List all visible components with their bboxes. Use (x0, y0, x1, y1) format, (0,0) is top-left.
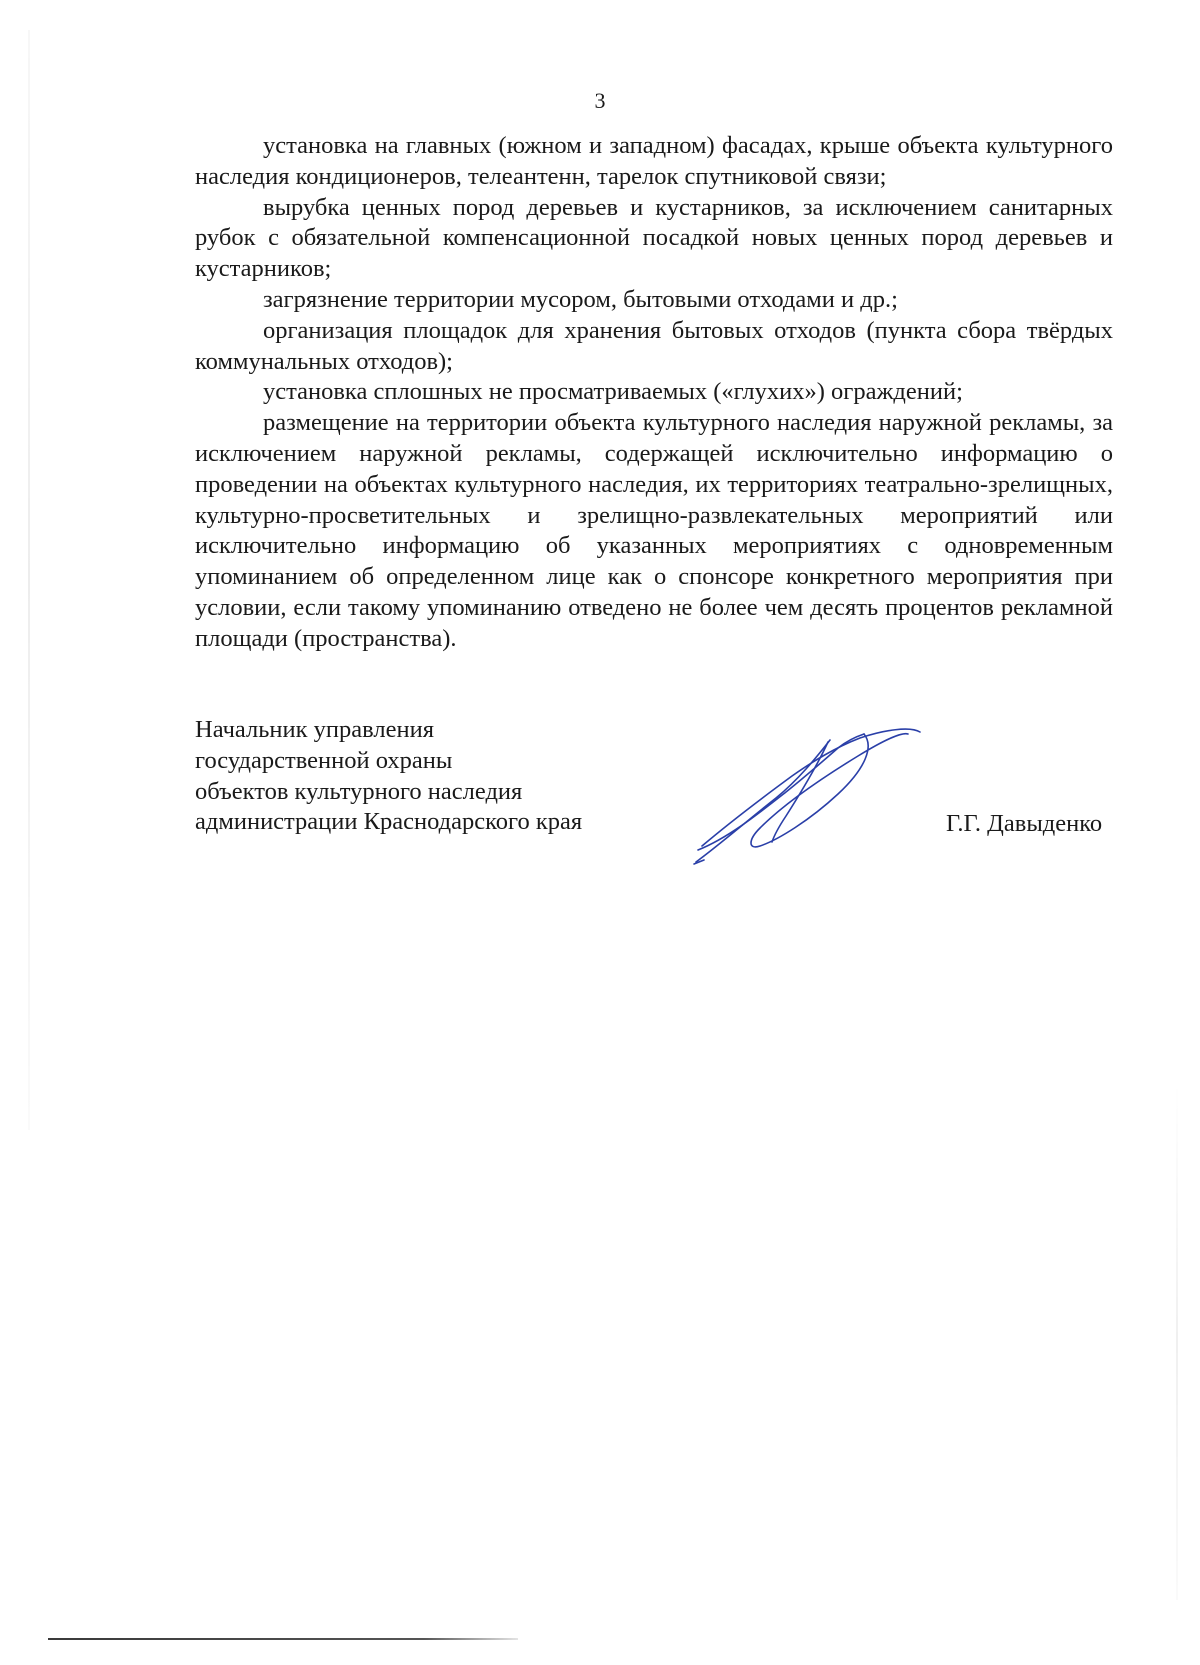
signatory-title-line: объектов культурного наследия (195, 777, 523, 805)
scan-edge-shadow (1176, 1080, 1178, 1600)
paragraph: размещение на территории объекта культурного наследия наружной рекламы, за исключением наружной рекламы, содержащей исключительно информацию о проведении на объектах культурного наследия, их территориях театрально-зрелищных, культурно-просветительных и зрелищно-развлекательных мероприятий или исключительно информацию об указанных мероприятиях с одновременным упоминанием об определенном лице как о спонсоре конкретного мероприятия при условии, если такому упоминанию отведено не более чем десять процентов рекламной площади (пространства). (195, 409, 1113, 652)
page-number: 3 (594, 88, 606, 113)
paragraph: установка на главных (южном и западном) фасадах, крыше объекта культурного наследия кондиционеров, телеантенн, тарелок спутниковой связи; (195, 132, 1113, 190)
paragraph: организация площадок для хранения бытовых отходов (пункта сбора твёрдых коммунальных отходов); (195, 316, 1113, 375)
signatory-title-line: Начальник управления (195, 716, 434, 743)
paragraph: установка сплошных не просматриваемых («глухих») ограждений; (263, 378, 963, 406)
scan-edge-shadow (28, 30, 30, 1130)
signatory-title (195, 715, 582, 838)
paragraph: загрязнение территории мусором, бытовыми отходами и др.; (263, 285, 898, 313)
handwritten-signature (688, 728, 928, 878)
signatory-name: Г.Г. Давыденко (946, 810, 1103, 837)
signatory-title-line: администрации Краснодарского края (195, 808, 583, 836)
signatory-title-line: государственной охраны (195, 746, 453, 774)
document-body (195, 131, 1113, 655)
footer-divider (48, 1638, 518, 1640)
paragraph: вырубка ценных пород деревьев и кустарников, за исключением санитарных рубок с обязательной компенсационной посадкой новых ценных пород деревьев и кустарников; (195, 193, 1113, 283)
